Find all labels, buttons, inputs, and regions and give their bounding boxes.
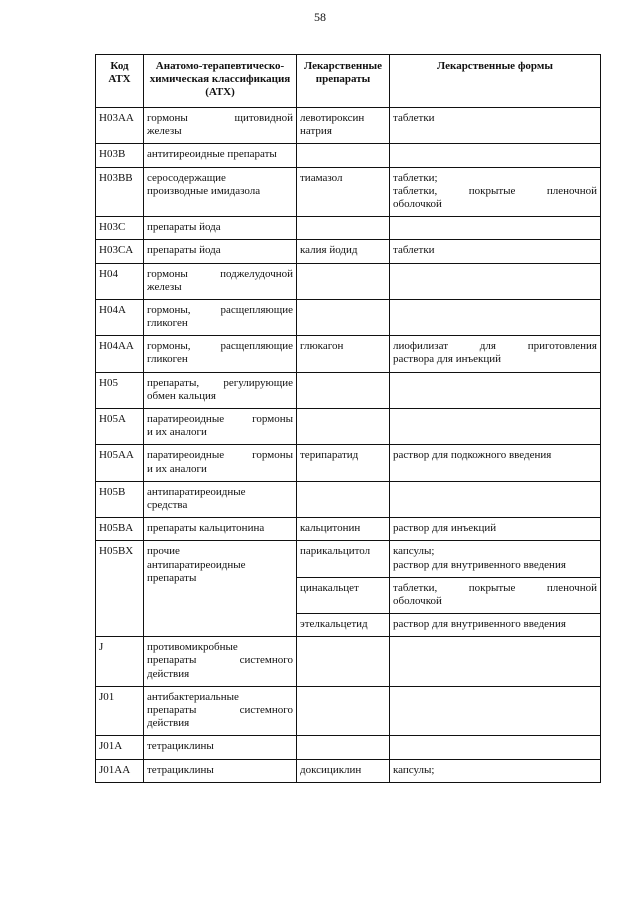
forms-cell bbox=[390, 518, 601, 541]
classification-line: железы bbox=[147, 280, 182, 293]
classification-line: препараты системного bbox=[147, 654, 293, 667]
classification-cell bbox=[144, 409, 297, 445]
classification-line: обмен кальция bbox=[147, 389, 216, 402]
classification-line: действия bbox=[147, 717, 190, 730]
header-drugs: Лекарственные препараты bbox=[297, 55, 390, 108]
header-forms: Лекарственные формы bbox=[390, 55, 601, 108]
forms-cell bbox=[390, 736, 601, 759]
classification-cell bbox=[144, 336, 297, 372]
forms-cell bbox=[390, 759, 601, 782]
code-cell: H05BA bbox=[96, 518, 144, 541]
table-row bbox=[96, 409, 601, 445]
classification-line: антипаратиреоидные bbox=[147, 485, 246, 498]
page-number: 58 bbox=[314, 10, 326, 24]
table-row bbox=[96, 686, 601, 736]
classification-cell bbox=[144, 167, 297, 217]
table-row bbox=[96, 299, 601, 335]
forms-cell bbox=[390, 637, 601, 687]
classification-cell bbox=[144, 299, 297, 335]
classification-cell bbox=[144, 736, 297, 759]
classification-cell bbox=[144, 541, 297, 637]
table-row bbox=[96, 445, 601, 481]
forms-cell bbox=[390, 577, 601, 613]
drug-cell: левотироксин натрия bbox=[297, 108, 390, 144]
classification-cell bbox=[144, 144, 297, 167]
classification-line: тетрациклины bbox=[147, 763, 214, 776]
drug-cell: калия йодид bbox=[297, 240, 390, 263]
classification-line: гликоген bbox=[147, 353, 188, 366]
code-cell: H04 bbox=[96, 263, 144, 299]
forms-cell bbox=[390, 108, 601, 144]
code-cell: H05B bbox=[96, 481, 144, 517]
classification-line: паратиреоидные гормоны bbox=[147, 449, 293, 462]
table-row bbox=[96, 167, 601, 217]
code-cell: H03B bbox=[96, 144, 144, 167]
drug-cell: терипаратид bbox=[297, 445, 390, 481]
drug-cell bbox=[297, 144, 390, 167]
classification-cell bbox=[144, 372, 297, 408]
classification-line: гликоген bbox=[147, 317, 188, 330]
drug-cell bbox=[297, 409, 390, 445]
code-cell: H04AA bbox=[96, 336, 144, 372]
forms-cell bbox=[390, 167, 601, 217]
code-cell: H05AA bbox=[96, 445, 144, 481]
classification-line: железы bbox=[147, 125, 182, 138]
form-line: оболочкой bbox=[393, 594, 442, 607]
form-line: капсулы; bbox=[393, 545, 435, 558]
drug-cell bbox=[297, 263, 390, 299]
forms-cell bbox=[390, 299, 601, 335]
classification-line: препараты, регулирующие bbox=[147, 376, 293, 389]
classification-line: гормоны щитовидной bbox=[147, 112, 293, 124]
table-row bbox=[96, 541, 601, 577]
drug-cell: парикальцитол bbox=[297, 541, 390, 577]
header-classification: Анатомо-терапевтическо-химическая классификация (АТХ) bbox=[144, 55, 297, 108]
classification-line: действия bbox=[147, 667, 190, 680]
drug-cell bbox=[297, 299, 390, 335]
classification-line: препараты йода bbox=[147, 221, 221, 234]
form-line: таблетки; bbox=[393, 171, 438, 184]
classification-line: и их аналоги bbox=[147, 426, 207, 439]
classification-line: прочие bbox=[147, 545, 180, 558]
classification-line: паратиреоидные гормоны bbox=[147, 413, 293, 425]
code-cell: H03C bbox=[96, 217, 144, 240]
classification-cell bbox=[144, 637, 297, 687]
table-row bbox=[96, 481, 601, 517]
table-header-row bbox=[96, 55, 601, 108]
forms-cell bbox=[390, 217, 601, 240]
table-row bbox=[96, 759, 601, 782]
form-line: лиофилизат для приготовления bbox=[393, 340, 597, 353]
classification-cell bbox=[144, 686, 297, 736]
forms-cell bbox=[390, 240, 601, 263]
classification-cell bbox=[144, 759, 297, 782]
form-line: раствор для подкожного введения bbox=[393, 449, 552, 462]
code-cell: H04A bbox=[96, 299, 144, 335]
form-line: таблетки bbox=[393, 244, 435, 257]
table-row bbox=[96, 736, 601, 759]
table-row bbox=[96, 518, 601, 541]
drug-cell: глюкагон bbox=[297, 336, 390, 372]
classification-line: гормоны поджелудочной bbox=[147, 267, 293, 280]
table-row bbox=[96, 240, 601, 263]
table-row bbox=[96, 263, 601, 299]
forms-cell bbox=[390, 409, 601, 445]
table-row bbox=[96, 144, 601, 167]
code-cell: H05BX bbox=[96, 541, 144, 637]
classification-cell bbox=[144, 481, 297, 517]
form-line: таблетки, покрытые пленочной bbox=[393, 184, 597, 197]
code-cell: H03AA bbox=[96, 108, 144, 144]
forms-cell bbox=[390, 614, 601, 637]
classification-line: тетрациклины bbox=[147, 740, 214, 753]
drug-cell bbox=[297, 481, 390, 517]
classification-line: антипаратиреоидные bbox=[147, 558, 246, 571]
forms-cell bbox=[390, 372, 601, 408]
classification-line: препараты bbox=[147, 571, 197, 584]
classification-line: препараты йода bbox=[147, 244, 221, 257]
table-row bbox=[96, 217, 601, 240]
code-cell: J01 bbox=[96, 686, 144, 736]
form-line: таблетки bbox=[393, 112, 435, 124]
table-row bbox=[96, 108, 601, 144]
drug-cell: цинакальцет bbox=[297, 577, 390, 613]
forms-cell bbox=[390, 445, 601, 481]
classification-line: антибактериальные bbox=[147, 690, 239, 703]
code-cell: J bbox=[96, 637, 144, 687]
code-cell: J01A bbox=[96, 736, 144, 759]
drug-cell bbox=[297, 686, 390, 736]
classification-line: средства bbox=[147, 498, 188, 511]
forms-cell bbox=[390, 541, 601, 577]
form-line: таблетки, покрытые пленочной bbox=[393, 581, 597, 594]
code-cell: J01AA bbox=[96, 759, 144, 782]
classification-line: антитиреоидные препараты bbox=[147, 148, 277, 161]
drug-cell bbox=[297, 372, 390, 408]
forms-cell bbox=[390, 144, 601, 167]
form-line: оболочкой bbox=[393, 197, 442, 210]
code-cell: H03BB bbox=[96, 167, 144, 217]
form-line: раствор для внутривенного введения bbox=[393, 558, 566, 571]
classification-line: противомикробные bbox=[147, 641, 238, 654]
form-line: капсулы; bbox=[393, 763, 435, 776]
drug-cell bbox=[297, 736, 390, 759]
classification-cell bbox=[144, 445, 297, 481]
table-row bbox=[96, 372, 601, 408]
classification-line: и их аналоги bbox=[147, 462, 207, 475]
form-line: раствора для инъекций bbox=[393, 353, 502, 366]
drug-cell: этелкальцетид bbox=[297, 614, 390, 637]
classification-cell bbox=[144, 263, 297, 299]
form-line: раствор для внутривенного введения bbox=[393, 618, 566, 631]
forms-cell bbox=[390, 686, 601, 736]
drug-cell: тиамазол bbox=[297, 167, 390, 217]
classification-line: серосодержащие bbox=[147, 171, 226, 184]
drug-cell bbox=[297, 637, 390, 687]
table-row bbox=[96, 336, 601, 372]
classification-cell bbox=[144, 217, 297, 240]
drug-cell: кальцитонин bbox=[297, 518, 390, 541]
classification-cell bbox=[144, 518, 297, 541]
classification-cell bbox=[144, 108, 297, 144]
forms-cell bbox=[390, 263, 601, 299]
header-code: Код АТХ bbox=[96, 55, 144, 108]
drug-cell: доксициклин bbox=[297, 759, 390, 782]
atx-table bbox=[95, 54, 601, 783]
code-cell: H03CA bbox=[96, 240, 144, 263]
form-line: раствор для инъекций bbox=[393, 522, 497, 535]
classification-line: препараты системного bbox=[147, 704, 293, 716]
code-cell: H05 bbox=[96, 372, 144, 408]
classification-line: гормоны, расщепляющие bbox=[147, 303, 293, 316]
drug-cell bbox=[297, 217, 390, 240]
classification-cell bbox=[144, 240, 297, 263]
classification-line: гормоны, расщепляющие bbox=[147, 340, 293, 353]
code-cell: H05A bbox=[96, 409, 144, 445]
forms-cell bbox=[390, 336, 601, 372]
classification-line: производные имидазола bbox=[147, 184, 261, 197]
table-row bbox=[96, 637, 601, 687]
forms-cell bbox=[390, 481, 601, 517]
classification-line: препараты кальцитонина bbox=[147, 522, 265, 535]
